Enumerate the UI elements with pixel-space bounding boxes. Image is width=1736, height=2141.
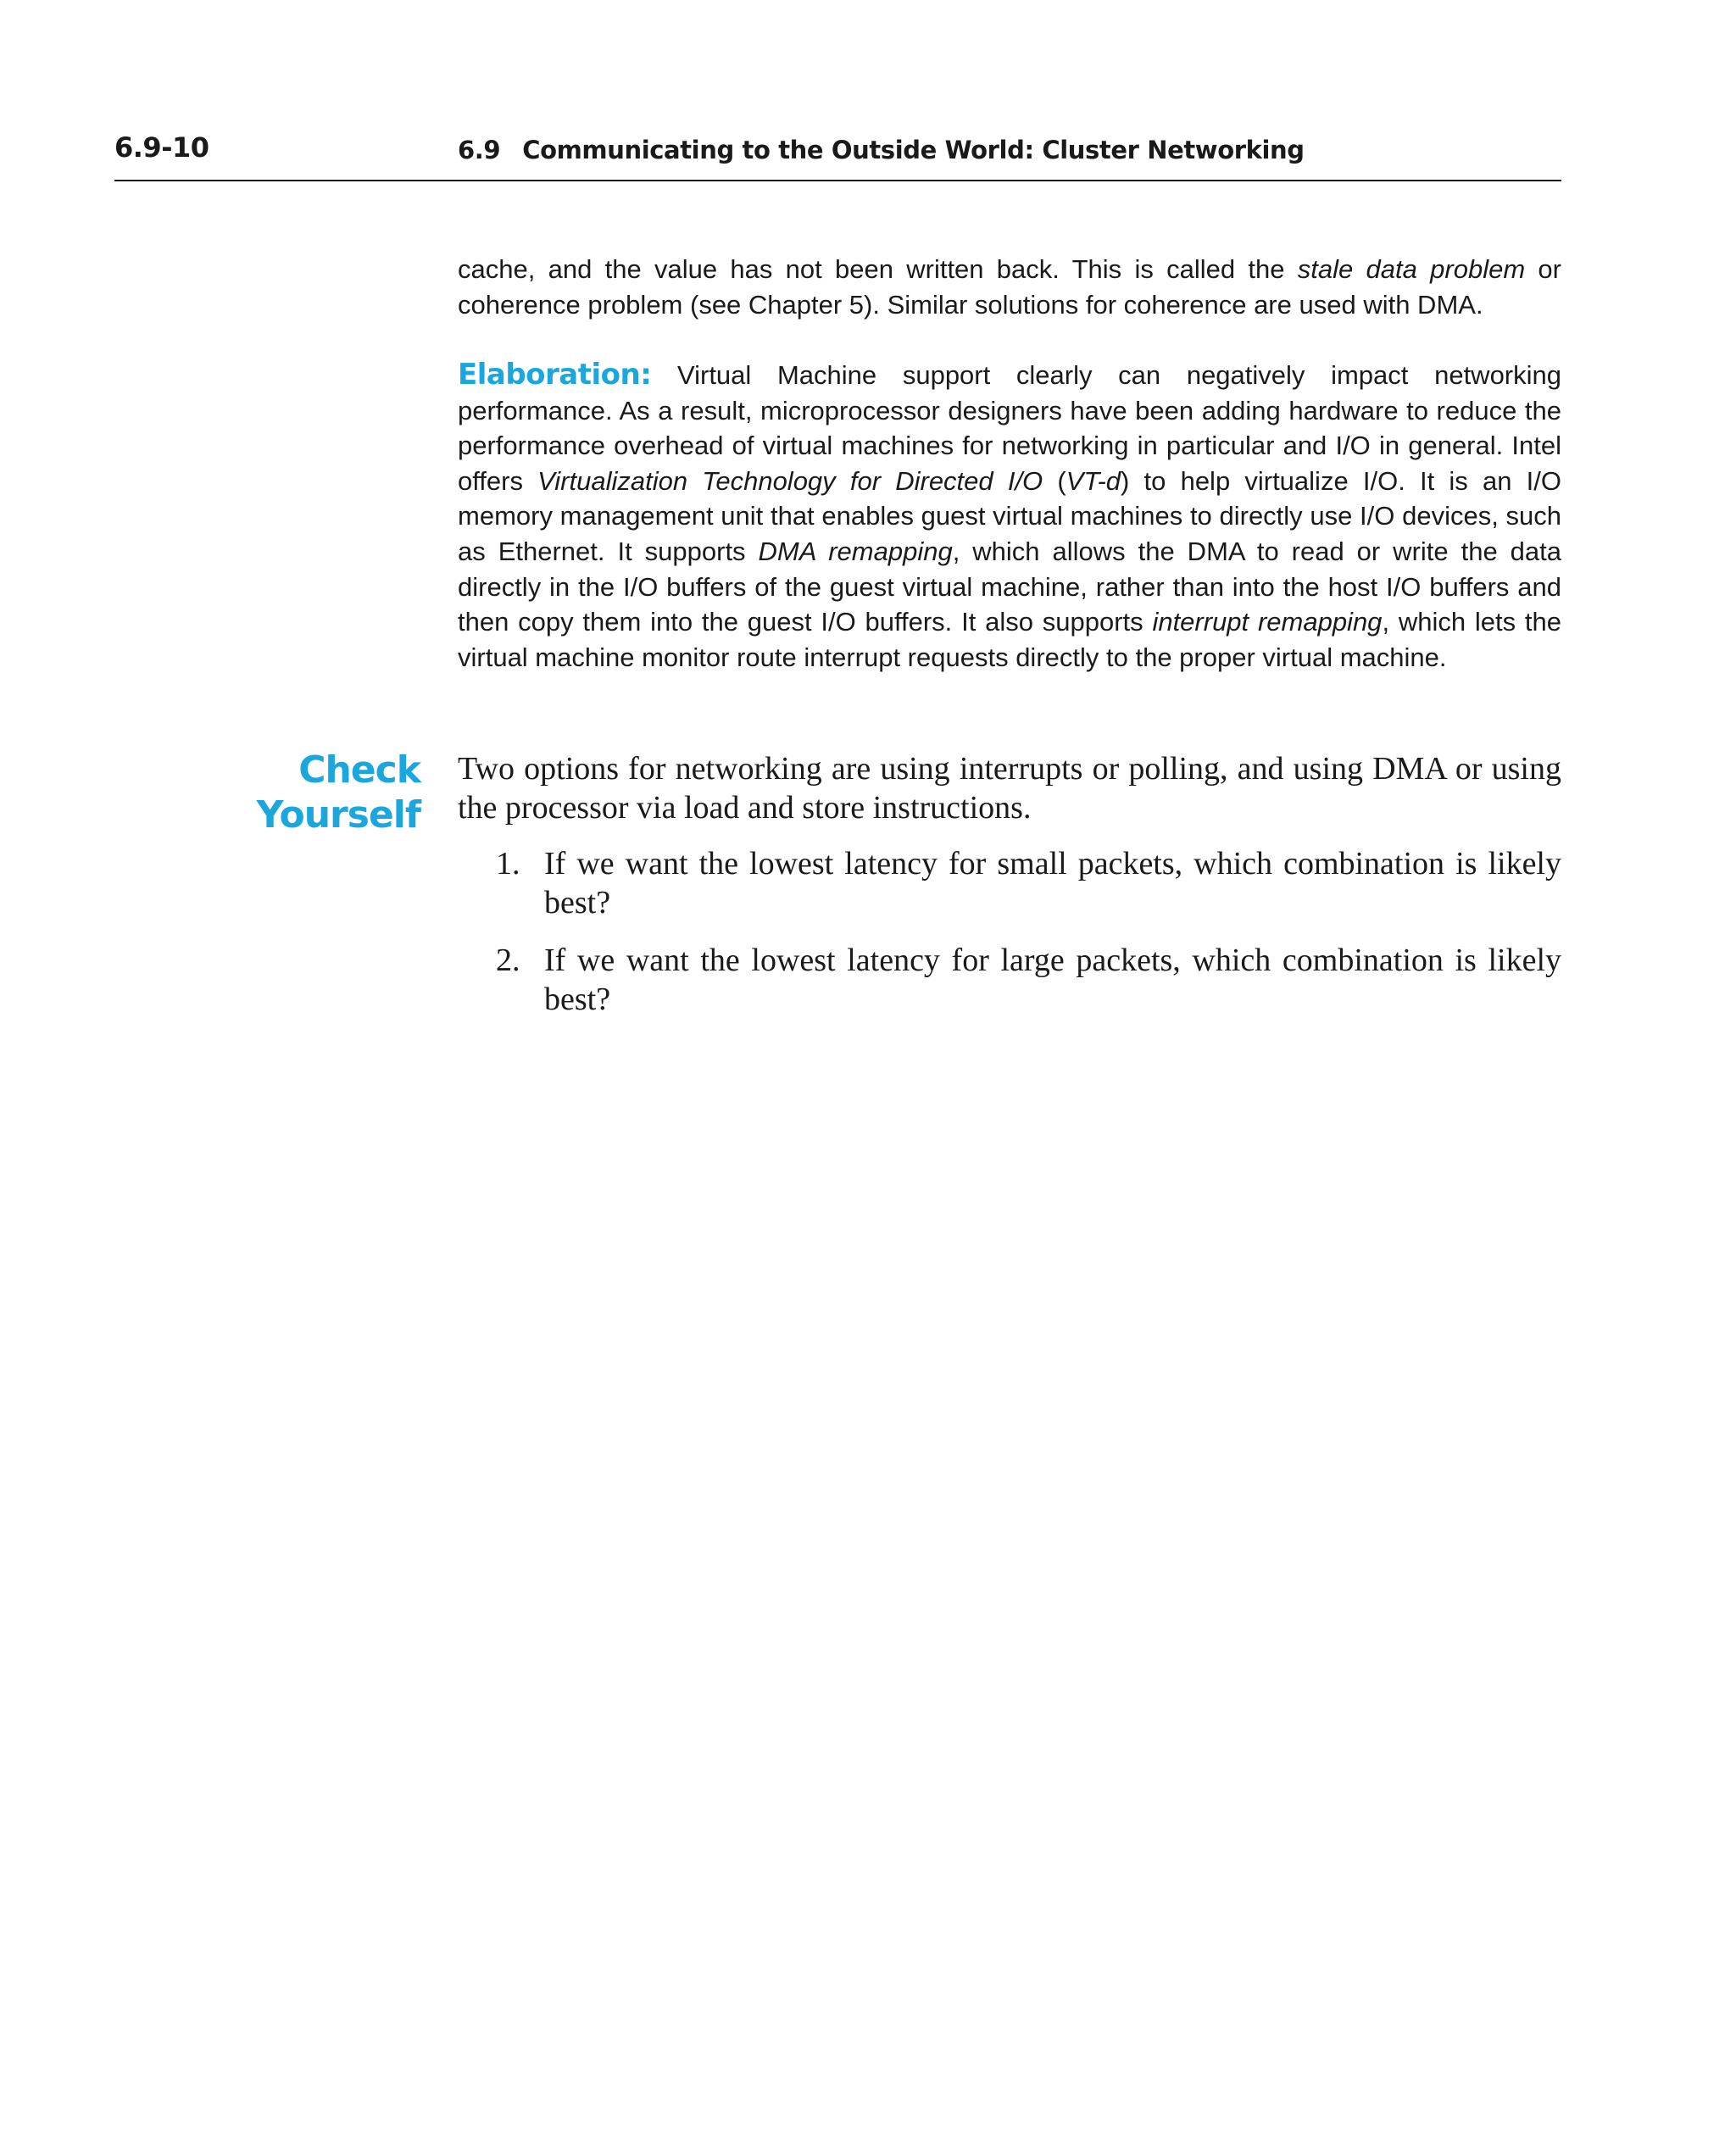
- italic-term: Virtualization Technology for Directed I/O: [537, 465, 1043, 496]
- question-number: 2.: [496, 943, 520, 978]
- section-number: 6.9: [458, 136, 501, 164]
- check-yourself-heading: [212, 748, 420, 837]
- question-text: If we want the lowest latency for small packets, which combination is likely best?: [544, 846, 1561, 920]
- check-yourself-intro: Two options for networking are using interrupts or polling, and using DMA or using the processor via load and store instructions.: [458, 751, 1561, 826]
- heading-line: Check: [298, 748, 420, 792]
- text-run: Virtual Machine support clearly can negatively impact networking performance. As a result, microprocessor designers have been adding hardware to reduce the performance overhead of virtual machines for networking in particular and I/O in general. Intel offers: [458, 360, 1561, 496]
- text-run: , which lets the virtual machine monitor route interrupt requests directly to the proper virtual machine.: [458, 607, 1561, 672]
- section-title: Communicating to the Outside World: Cluster Networking: [522, 136, 1305, 164]
- italic-term: stale data problem: [1297, 254, 1526, 284]
- heading-line: Yourself: [256, 793, 420, 837]
- header-rule: [114, 180, 1561, 181]
- check-yourself-body: [458, 749, 1561, 1037]
- elaboration-paragraph: [458, 358, 1561, 675]
- question-text: If we want the lowest latency for large packets, which combination is likely best?: [544, 943, 1561, 1017]
- text-run: or coherence problem (see Chapter 5). Similar solutions for coherence are used with DMA.: [458, 254, 1561, 320]
- question-item: [458, 941, 1561, 1019]
- paragraph-continued: [458, 252, 1561, 322]
- elaboration-label: Elaboration:: [458, 358, 652, 392]
- question-item: [458, 844, 1561, 922]
- text-run: (: [1043, 465, 1066, 496]
- italic-term: VT-d: [1066, 465, 1121, 496]
- italic-term: DMA remapping: [758, 536, 953, 566]
- question-number: 1.: [496, 846, 520, 881]
- text-run: cache, and the value has not been written back. This is called the: [458, 254, 1298, 284]
- page-number: 6.9-10: [114, 131, 209, 164]
- italic-term: interrupt remapping: [1152, 607, 1383, 637]
- question-list: [458, 844, 1561, 1019]
- running-head: [458, 134, 1305, 166]
- text-run: ) to help virtualize I/O. It is an I/O memory management unit that enables guest virtual machines to directly use I/O devices, such as Ethernet. It supports: [458, 465, 1561, 566]
- text-run: , which allows the DMA to read or write the data directly in the I/O buffers of the guest virtual machine, rather than into the host I/O buffers and then copy them into the guest I/O buffers. It also supports: [458, 536, 1561, 637]
